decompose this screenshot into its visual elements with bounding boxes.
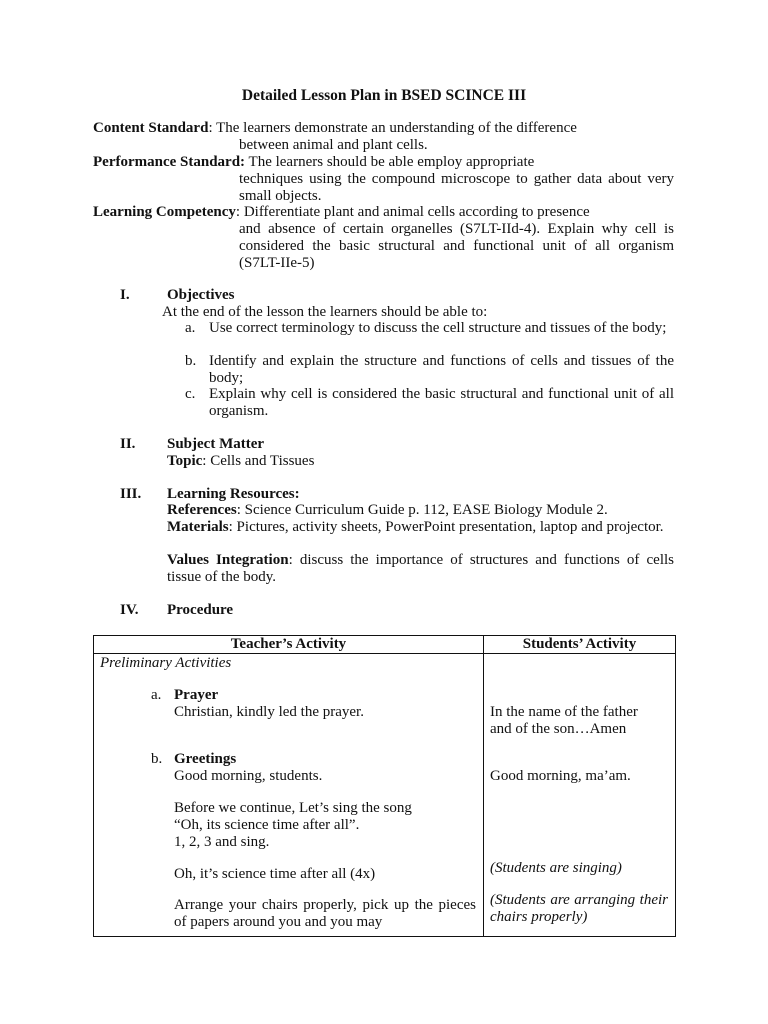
topic-value: : Cells and Tissues — [202, 453, 315, 469]
learning-competency — [93, 204, 674, 272]
section-number: III. — [120, 486, 142, 502]
singing-student-text: (Students are singing) — [490, 860, 622, 876]
topic-label: Topic — [167, 453, 203, 469]
objective-letter: a. — [185, 320, 196, 336]
table-header-row — [94, 636, 676, 654]
prayer-student-line-1: In the name of the father — [490, 704, 638, 720]
section-heading: Procedure — [167, 602, 234, 618]
references-value: : Science Curriculum Guide p. 112, EASE Biology Module 2. — [236, 502, 608, 518]
preliminary-activities: Preliminary Activities — [100, 655, 232, 671]
section-heading: Learning Resources: — [167, 486, 300, 502]
performance-standard-continuation: techniques using the compound microscope to gather data about very small objects. — [239, 171, 674, 204]
values-integration-value: : discuss the importance of structures and functions of cells tissue of the body. — [167, 552, 674, 585]
content-standard-continuation: between animal and plant cells. — [239, 137, 428, 153]
objectives-intro: At the end of the lesson the learners should be able to: — [162, 304, 488, 320]
values-integration-line — [167, 552, 674, 586]
objective-text: Use correct terminology to discuss the cell structure and tissues of the body; — [209, 320, 667, 336]
performance-standard — [93, 154, 674, 205]
song-line-1: Before we continue, Let’s sing the song — [174, 800, 412, 816]
performance-standard-label: Performance Standard: — [93, 154, 246, 170]
prayer-teacher-text: Christian, kindly led the prayer. — [174, 704, 364, 720]
objective-item — [185, 320, 674, 337]
values-integration-label: Values Integration — [167, 552, 289, 568]
learning-competency-label: Learning Competency — [93, 204, 236, 220]
section-heading: Subject Matter — [167, 436, 265, 452]
prayer-letter: a. — [151, 687, 162, 703]
references-label: References — [167, 502, 237, 518]
objective-text: Explain why cell is considered the basic structural and functional unit of all organism. — [209, 386, 674, 419]
prayer-student-line-2: and of the son…Amen — [490, 721, 627, 737]
arranging-teacher-text: Arrange your chairs properly, pick up the pieces of papers around you and you may — [174, 897, 476, 930]
section-heading: Objectives — [167, 287, 235, 303]
content-standard-text: : The learners demonstrate an understanding of the difference — [208, 120, 577, 136]
objective-letter: b. — [185, 353, 197, 369]
teacher-activity-header: Teacher’s Activity — [94, 636, 484, 654]
performance-standard-text: The learners should be able employ appropriate — [245, 154, 535, 170]
greetings-heading: Greetings — [174, 751, 237, 767]
table-row — [94, 654, 676, 937]
section-number: IV. — [120, 602, 139, 618]
procedure-table — [93, 635, 676, 937]
prayer-heading: Prayer — [174, 687, 219, 703]
learning-competency-continuation: and absence of certain organelles (S7LT-IId-4). Explain why cell is considered the basic structural and functional unit of all organism (S7LT-IIe-5) — [239, 221, 674, 271]
materials-value: : Pictures, activity sheets, PowerPoint presentation, laptop and projector. — [228, 519, 664, 535]
content-standard-label: Content Standard — [93, 120, 209, 136]
greetings-letter: b. — [151, 751, 163, 767]
materials-label: Materials — [167, 519, 229, 535]
section-number: II. — [120, 436, 136, 452]
objective-item — [185, 386, 674, 420]
greetings-teacher-text: Good morning, students. — [174, 768, 323, 784]
song-line-3: 1, 2, 3 and sing. — [174, 834, 270, 850]
song-line-2: “Oh, its science time after all”. — [174, 817, 360, 833]
objective-item — [185, 353, 674, 387]
materials-line — [167, 519, 674, 536]
document-title: Detailed Lesson Plan in BSED SCINCE III — [241, 87, 527, 104]
objective-text: Identify and explain the structure and functions of cells and tissues of the body; — [209, 353, 674, 386]
topic-line — [167, 453, 314, 470]
arranging-student-text: (Students are arranging their chairs properly) — [490, 892, 668, 925]
objective-letter: c. — [185, 386, 196, 402]
students-activity-header: Students’ Activity — [484, 636, 676, 654]
content-standard — [93, 120, 674, 154]
references-line — [167, 502, 674, 519]
greetings-student-text: Good morning, ma’am. — [490, 768, 631, 784]
teacher-activity-cell — [94, 654, 484, 937]
singing-teacher-text: Oh, it’s science time after all (4x) — [174, 866, 376, 882]
learning-competency-text: : Differentiate plant and animal cells according to presence — [235, 204, 590, 220]
section-number: I. — [120, 287, 130, 303]
students-activity-cell — [484, 654, 676, 937]
